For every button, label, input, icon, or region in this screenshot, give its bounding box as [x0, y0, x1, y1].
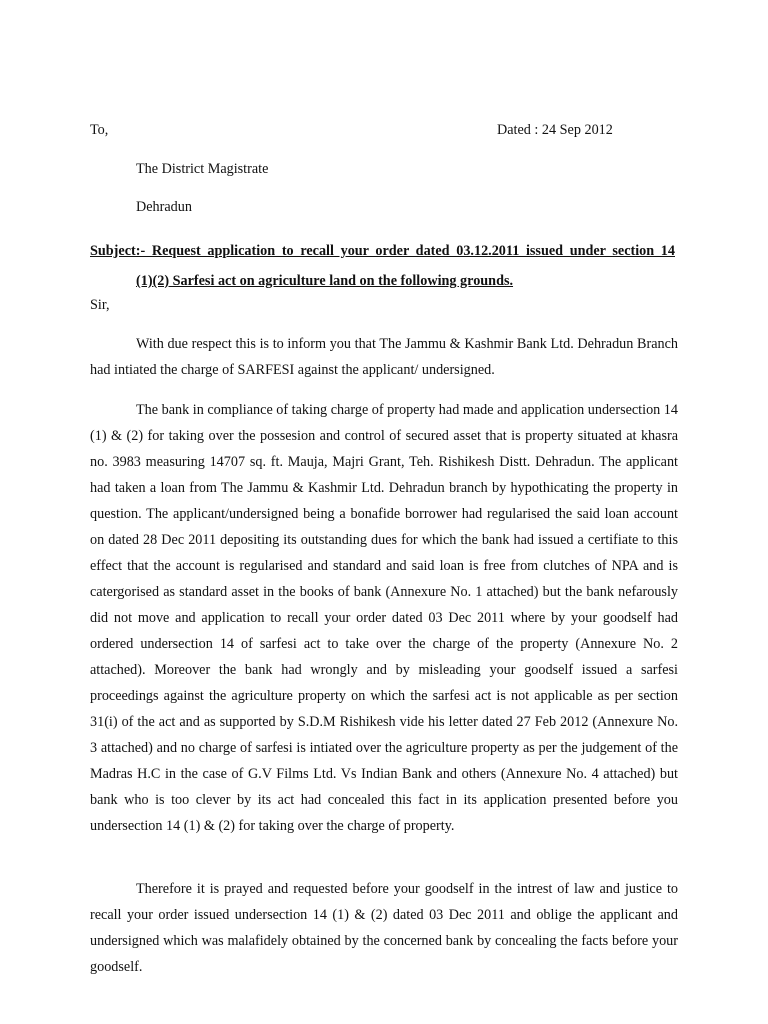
recipient-title: The District Magistrate	[136, 161, 269, 177]
date-line: Dated : 24 Sep 2012	[497, 122, 613, 138]
recipient-city: Dehradun	[136, 199, 192, 215]
subject-line-2: (1)(2) Sarfesi act on agriculture land on the following grounds.	[136, 273, 514, 289]
paragraph-intro: With due respect this is to inform you that The Jammu & Kashmir Bank Ltd. Dehradun Branch had intiated the charge of SARFESI against the applicant/ undersigned.	[90, 336, 678, 378]
subject-line-1: Subject:- Request application to recall your order dated 03.12.2011 issued under section 14	[90, 243, 675, 259]
subject-block	[90, 236, 675, 296]
to-label: To,	[90, 122, 109, 138]
paragraph-details: The bank in compliance of taking charge of property had made and application undersection 14 (1) & (2) for taking over the possesion and control of secured asset that is property situated at khasra no. 3983 measuring 14707 sq. ft. Mauja, Majri Grant, Teh. Rishikesh Distt. Dehradun. The applicant had taken a loan from The Jammu & Kashmir Ltd. Dehradun branch by hypothicating the property in question. The applicant/undersigned being a bonafide borrower had regularised the said loan account on dated 28 Dec 2011 depositing its outstanding dues for which the bank had issued a certifiate to this effect that the account is regularised and standard and said loan is free from clutches of NPA and is catergorised as standard asset in the books of bank (Annexure No. 1 attached) but the bank nefarously did not move and application to recall your order dated 03 Dec 2011 where by your goodself had ordered undersection 14 of sarfesi act to take over the charge of the property (Annexure No. 2 attached). Moreover the bank had wrongly and by misleading your goodself issued a sarfesi proceedings against the agriculture property on which the sarfesi act is not applicable as per section 31(i) of the act and as supported by S.D.M Rishikesh vide his letter dated 27 Feb 2012 (Annexure No. 3 attached) and no charge of sarfesi is intiated over the agriculture property as per the judgement of the Madras H.C in the case of G.V Films Ltd. Vs Indian Bank and others (Annexure No. 4 attached) but bank who is too clever by its act had concealed this fact in its application presented before you undersection 14 (1) & (2) for taking over the charge of property.	[90, 402, 678, 834]
salutation: Sir,	[90, 297, 110, 313]
paragraph-prayer: Therefore it is prayed and requested before your goodself in the intrest of law and justice to recall your order issued undersection 14 (1) & (2) dated 03 Dec 2011 and oblige the applicant and undersigned which was malafidely obtained by the concerned bank by concealing the facts before your goodself.	[90, 881, 678, 975]
